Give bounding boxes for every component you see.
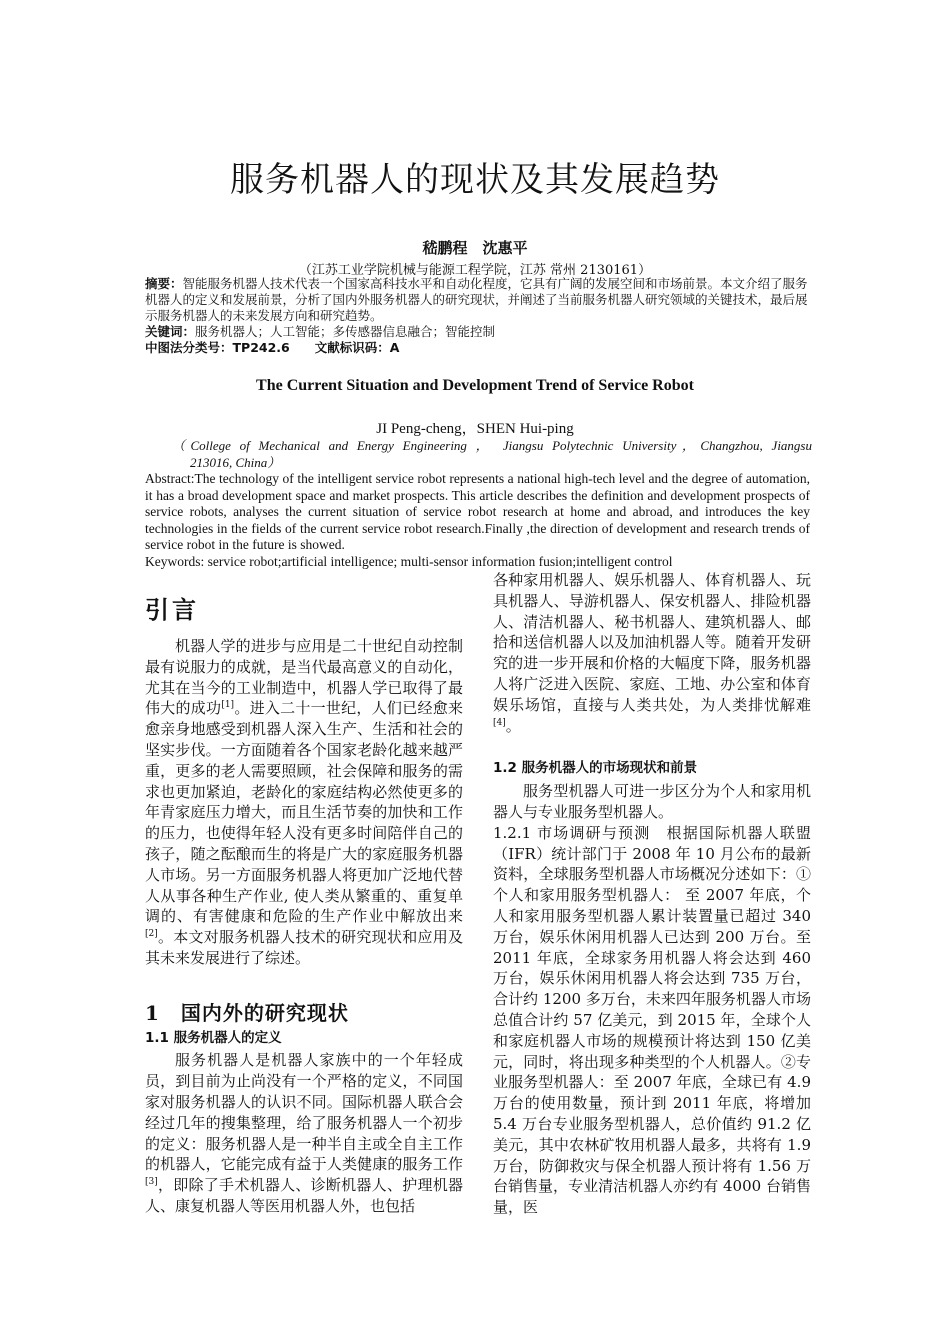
keywords-cn-label: 关键词： <box>145 324 196 339</box>
continued-text: 各种家用机器人、娱乐机器人、体育机器人、玩具机器人、导游机器人、保安机器人、排险机器人、清洁机器人、秘书机器人、建筑机器人、邮拾和送信机器人以及加油机器人等。随着开发研究的进一步开展和价格的大幅度下降，服务机器人将广泛进入医院、家庭、工地、办公室和体育娱乐场馆，直接与人类共处，为人类排忧解难 <box>493 571 811 714</box>
affiliation-en <box>172 437 812 471</box>
section-1-2-heading: 1.2 服务机器人的市场现状和前景 <box>493 760 698 777</box>
section-1-1-text-2: ，即除了手术机器人、诊断机器人、护理机器人、康复机器人等医用机器人外，也包括 <box>145 1176 463 1215</box>
intro-text-2: 。进入二十一世纪，人们已经愈来愈亲身地感受到机器人深入生产、生活和社会的坚实步伐。一方面随着各个国家老龄化越来越严重，更多的老人需要照顾，社会保障和服务的需求也更加紧迫，老龄化的家庭结构必然使更多的年青家庭压力增大，而且生活节奏的加快和工作的压力，也使得年轻人没有更多时间陪伴自己的孩子，随之酝酿而生的将是广大的家庭服务机器人市场。另一方面服务机器人将更加广泛地代替人从事各种生产作业, 使人类从繁重的、重复单调的、有害健康和危险的生产作业中解放出来 <box>145 699 463 926</box>
continued-paragraph <box>493 570 811 736</box>
affiliation-en-line2: 213016, China） <box>190 455 281 470</box>
section-1-2-paragraph-2: 1.2.1 市场调研与预测 根据国际机器人联盟（IFR）统计部门于 2008 年 10 月公布的最新资料，全球服务型机器人市场概况分述如下：①个人和家用服务型机器人： 至 2007 年底，个人和家用服务型机器人累计装置量已超过 340 万台，娱乐休闲用机器人已达到 200 万台。至 2011 年底，全球家务用机器人将会达到 460 万台，娱乐休闲用机器人将会达到 735 万台，合计约 1200 多万台，未来四年服务机器人市场总值合计约 57 亿美元，到 2015 年，全球个人和家庭机器人市场的规模预计将达到 150 亿美元，同时，将出现多种类型的个人机器人。②专业服务型机器人：至 2007 年底，全球已有 4.9 万台的使用数量，预计到 2011 年底，将增加 5.4 万台专业服务型机器人，总价值约 91.2 亿美元，其中农林矿牧用机器人最多，共将有 1.9 万台，防御救灾与保全机器人预计将有 1.56 万台销售量，专业清洁机器人亦约有 4000 台销售量，医 <box>493 823 811 1217</box>
abstract-en <box>145 471 810 571</box>
intro-heading: 引言 <box>145 595 199 624</box>
citation-ref: [3] <box>145 1177 158 1188</box>
abstract-cn-text: 智能服务机器人技术代表一个国家高科技水平和自动化程度，它具有广阔的发展空间和市场前景。本文介绍了服务机器人的定义和发展前景，分析了国内外服务机器人的研究现状，并阐述了当前服务机器人研究领域的关键技术，最后展示服务机器人的未来发展方向和研究趋势。 <box>145 276 808 323</box>
intro-text-3: 。本文对服务机器人技术的研究现状和应用及其未来发展进行了综述。 <box>145 928 463 967</box>
abstract-cn-label: 摘要： <box>145 276 183 291</box>
affiliation-en-line1: （College of Mechanical and Energy Engineering ， Jiangsu Polytechnic University，Changzhou, Jiangsu <box>172 438 812 453</box>
keywords-cn <box>145 324 810 340</box>
affiliation-cn: （江苏工业学院机械与能源工程学院，江苏 常州 2130161） <box>298 263 652 278</box>
citation-ref: [1] <box>221 700 235 711</box>
authors-en: JI Peng-cheng，SHEN Hui-ping <box>376 421 574 437</box>
section-1-1-paragraph <box>145 1050 463 1216</box>
right-column <box>493 570 811 1218</box>
keywords-cn-text: 服务机器人；人工智能；多传感器信息融合；智能控制 <box>195 324 496 339</box>
paper-title-en: The Current Situation and Development Trend of Service Robot <box>256 377 694 394</box>
citation-ref: [2] <box>145 929 158 940</box>
keywords-en: Keywords: service robot;artificial intelligence; multi-sensor information fusion;intelligent control <box>145 553 673 569</box>
citation-ref: [4] <box>493 717 506 728</box>
classification-cn: 中图法分类号：TP242.6 文献标识码：A <box>145 340 400 355</box>
abstract-cn-paragraph <box>145 276 810 324</box>
abstract-en-text: Abstract:The technology of the intelligent service robot represents a national high-tech level and the degree of automation, it has a broad development space and market prospects. This article describes the definition and development prospects of service robots, analyses the current situation of service robot research at home and abroad, and introduces the key technologies in the fields of the current service robot research.Finally ,the direction of development and research trends of service robot in the future is showed. <box>145 471 810 553</box>
intro-text-1: 机器人学的进步与应用是二十世纪自动控制最有说服力的成就，是当代最高意义的自动化，尤其在当今的工业制造中，机器人学已取得了最伟大的成功 <box>145 637 463 718</box>
abstract-cn <box>145 276 810 356</box>
continued-text-end: 。 <box>505 716 521 735</box>
section-1-1-text: 服务机器人是机器人家族中的一个年轻成员，到目前为止尚没有一个严格的定义，不同国家对服务机器人的认识不同。国际机器人联合会经过几年的搜集整理，给了服务机器人一个初步的定义：服务机器人是一种半自主或全自主工作的机器人，它能完成有益于人类健康的服务工作 <box>145 1051 463 1174</box>
section-1-1-heading: 1.1 服务机器人的定义 <box>145 1029 282 1046</box>
authors-cn: 嵇鹏程 沈惠平 <box>422 239 528 257</box>
section-1-heading: 1 国内外的研究现状 <box>145 1000 349 1025</box>
paper-title: 服务机器人的现状及其发展趋势 <box>230 160 720 200</box>
section-1-2-paragraph-1: 服务型机器人可进一步区分为个人和家用机器人与专业服务型机器人。 <box>493 782 811 821</box>
intro-paragraph <box>145 636 463 969</box>
left-column <box>145 595 463 1217</box>
